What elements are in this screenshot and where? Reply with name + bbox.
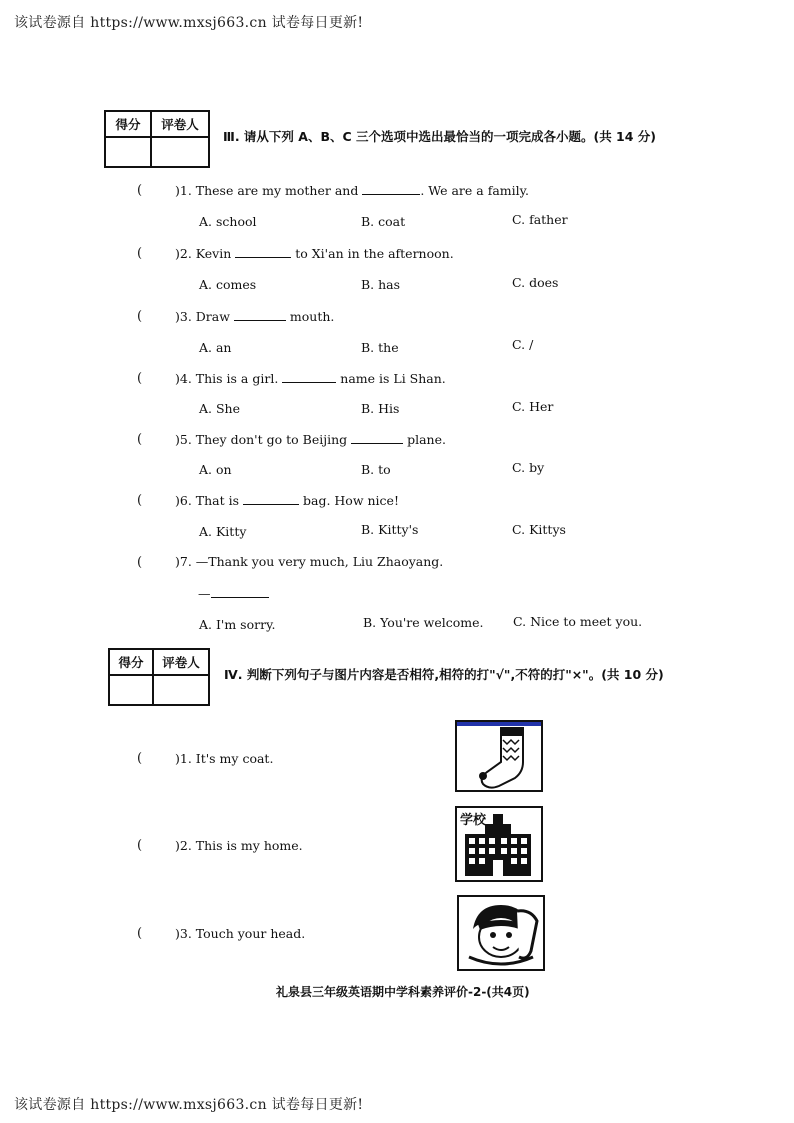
option-c: C. Kittys [512, 522, 566, 537]
question-7: )7. —Thank you very much, Liu Zhaoyang. [175, 554, 444, 569]
question-3 [175, 309, 334, 324]
answer-paren[interactable]: ( [137, 246, 143, 261]
option-b: B. coat [361, 214, 406, 229]
footer-banner: 该试卷源自 https://www.mxsj663.cn 试卷每日更新! [14, 1097, 364, 1113]
option-b: B. Kitty's [361, 522, 419, 537]
answer-paren[interactable]: ( [137, 309, 143, 324]
question-1 [175, 183, 529, 198]
option-c: C. / [512, 337, 534, 352]
judge-item-1: )1. It's my coat. [175, 751, 274, 766]
option-b: B. to [361, 462, 391, 477]
reply-line [198, 586, 269, 601]
answer-blank [362, 183, 420, 195]
option-c: C. Her [512, 399, 554, 414]
question-text: )3. Draw [175, 309, 230, 324]
option-b: B. His [361, 401, 400, 416]
option-b: B. You're welcome. [363, 615, 484, 630]
score-cell[interactable] [105, 137, 151, 167]
question-text: )1. These are my mother and [175, 183, 359, 198]
option-b: B. has [361, 277, 401, 292]
answer-blank [211, 586, 269, 598]
answer-paren[interactable]: ( [137, 371, 143, 386]
school-building-icon [455, 806, 543, 882]
question-text: bag. How nice! [303, 493, 399, 508]
answer-blank [235, 246, 291, 258]
option-a: A. I'm sorry. [199, 617, 276, 632]
answer-blank [243, 493, 299, 505]
option-a: A. on [199, 462, 232, 477]
answer-paren[interactable]: ( [137, 926, 143, 941]
option-a: A. Kitty [199, 524, 247, 539]
question-text: )4. This is a girl. [175, 371, 279, 386]
question-text: name is Li Shan. [340, 371, 446, 386]
option-a: A. an [199, 340, 232, 355]
answer-blank [282, 371, 336, 383]
section3-title: Ⅲ. 请从下列 A、B、C 三个选项中选出最恰当的一项完成各小题。(共 14 分) [223, 129, 657, 144]
score-label: 得分 [105, 111, 151, 137]
score-table-section4 [108, 648, 210, 706]
question-5 [175, 432, 446, 447]
grader-label: 评卷人 [151, 111, 209, 137]
answer-paren[interactable]: ( [137, 432, 143, 447]
option-c: C. father [512, 212, 568, 227]
question-text: )2. Kevin [175, 246, 232, 261]
question-text: )5. They don't go to Beijing [175, 432, 348, 447]
score-table-section3 [104, 110, 210, 168]
score-label: 得分 [109, 649, 153, 675]
question-text: )6. That is [175, 493, 240, 508]
judge-item-2: )2. This is my home. [175, 838, 303, 853]
option-c: C. Nice to meet you. [513, 614, 643, 629]
option-c: C. by [512, 460, 545, 475]
sock-icon [455, 720, 543, 792]
grader-cell[interactable] [151, 137, 209, 167]
reply-dash: — [198, 586, 211, 601]
question-text: . We are a family. [420, 183, 530, 198]
question-text: plane. [407, 432, 446, 447]
girl-touching-head-icon [457, 895, 545, 971]
option-a: A. She [199, 401, 240, 416]
question-4 [175, 371, 446, 386]
answer-blank [351, 432, 403, 444]
header-banner: 该试卷源自 https://www.mxsj663.cn 试卷每日更新! [14, 15, 364, 31]
grader-label: 评卷人 [153, 649, 209, 675]
score-cell[interactable] [109, 675, 153, 705]
option-c: C. does [512, 275, 559, 290]
option-a: A. comes [199, 277, 257, 292]
answer-paren[interactable]: ( [137, 838, 143, 853]
answer-paren[interactable]: ( [137, 493, 143, 508]
question-6 [175, 493, 399, 508]
option-a: A. school [199, 214, 257, 229]
section4-title: Ⅳ. 判断下列句子与图片内容是否相符,相符的打"√",不符的打"×"。(共 10 分) [224, 667, 664, 682]
question-2 [175, 246, 454, 261]
answer-paren[interactable]: ( [137, 751, 143, 766]
page-footer: 礼泉县三年级英语期中学科素养评价-2-(共4页) [276, 985, 530, 999]
picture-label: 学校 [460, 813, 487, 828]
judge-item-3: )3. Touch your head. [175, 926, 306, 941]
answer-blank [234, 309, 286, 321]
question-text: to Xi'an in the afternoon. [295, 246, 454, 261]
option-b: B. the [361, 340, 399, 355]
answer-paren[interactable]: ( [137, 555, 143, 570]
question-text: mouth. [289, 309, 335, 324]
grader-cell[interactable] [153, 675, 209, 705]
answer-paren[interactable]: ( [137, 183, 143, 198]
